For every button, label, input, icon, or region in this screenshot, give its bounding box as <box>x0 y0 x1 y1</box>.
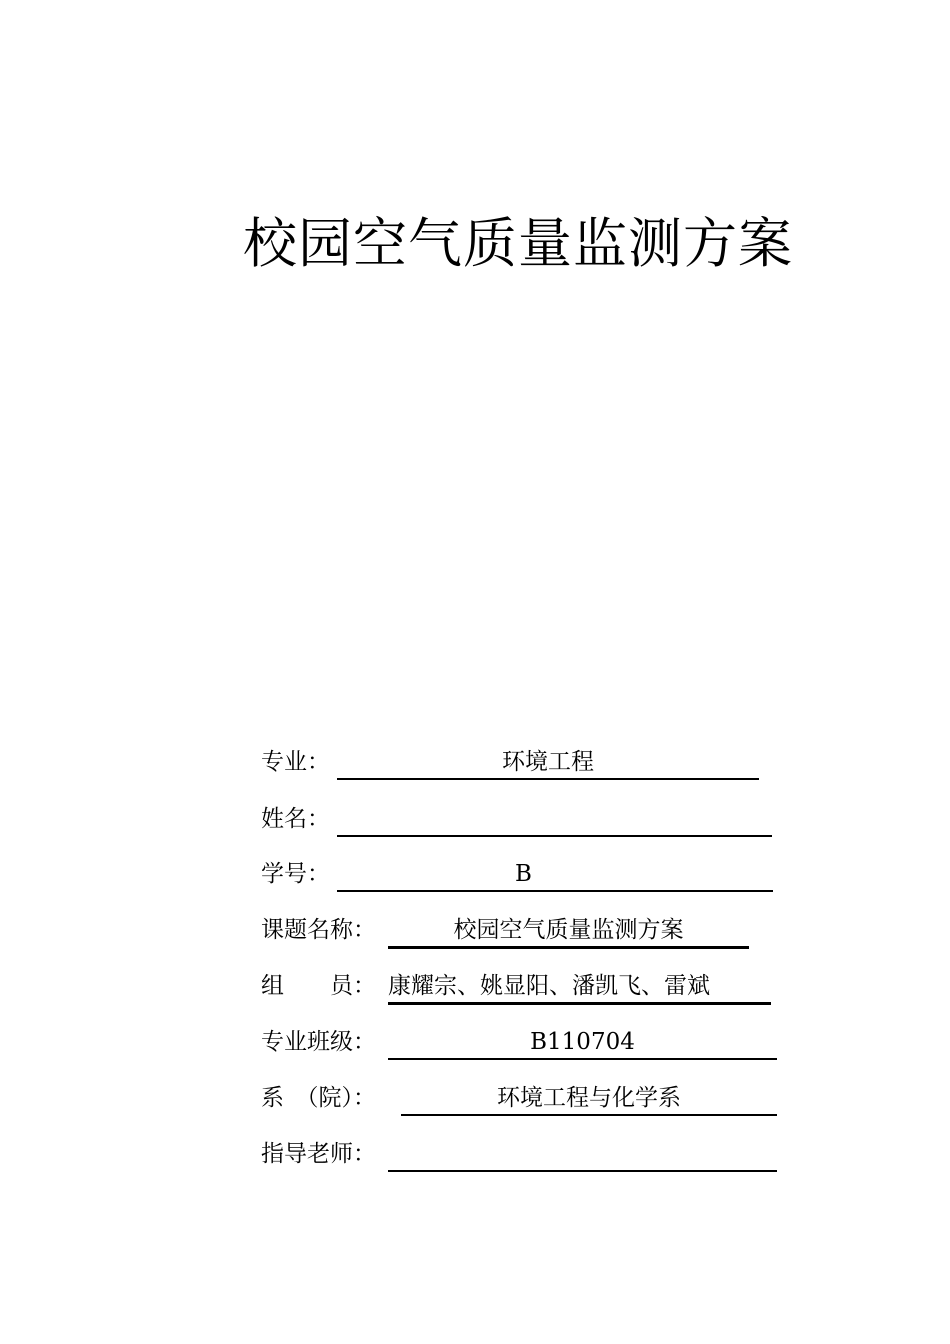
department-value: 环境工程与化学系 <box>497 1085 681 1111</box>
major-field <box>337 742 759 780</box>
document-title: 校园空气质量监测方案 <box>243 212 793 275</box>
advisor-label: 指导老师： <box>261 1141 376 1167</box>
name-field <box>337 799 772 837</box>
members-value: 康耀宗、姚显阳、潘凯飞、雷斌 <box>388 973 710 999</box>
student-id-value: B <box>515 861 532 887</box>
topic-field <box>388 910 749 949</box>
department-field <box>401 1078 777 1116</box>
major-value: 环境工程 <box>502 749 594 775</box>
topic-value: 校园空气质量监测方案 <box>453 917 684 943</box>
major-label: 专业： <box>261 749 330 775</box>
class-label: 专业班级： <box>261 1029 376 1055</box>
members-label: 组 员： <box>261 973 376 999</box>
advisor-field <box>388 1134 777 1172</box>
topic-label: 课题名称： <box>261 917 376 943</box>
class-field <box>388 1022 777 1060</box>
members-field <box>388 966 771 1005</box>
department-label: 系 （院）： <box>261 1085 376 1111</box>
class-value: B110704 <box>530 1029 635 1055</box>
student-id-field <box>337 854 773 892</box>
student-id-label: 学号： <box>261 861 330 887</box>
name-label: 姓名： <box>261 806 330 832</box>
